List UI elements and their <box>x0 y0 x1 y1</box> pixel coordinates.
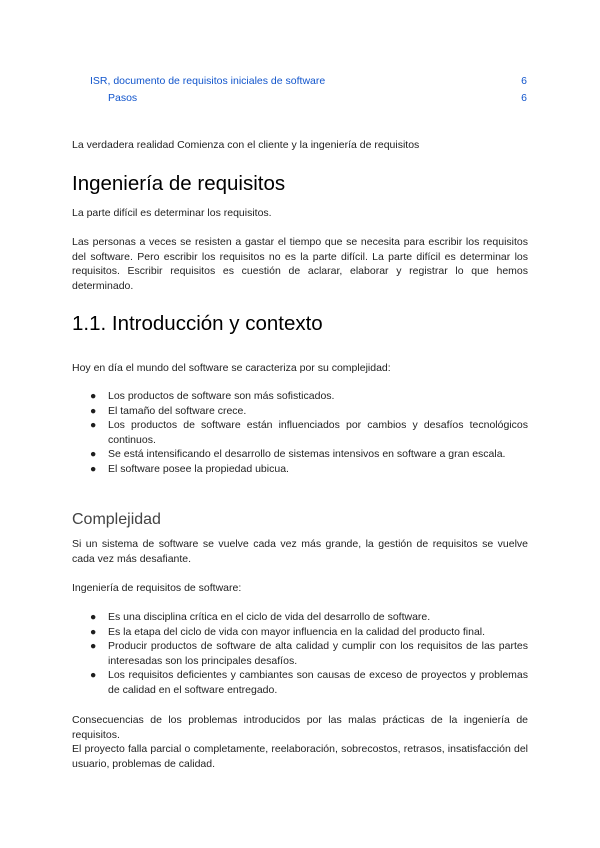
list-item <box>72 447 528 462</box>
consequences-paragraph: Consecuencias de los problemas introducidos por las malas prácticas de la ingeniería de requisitos. <box>72 714 528 741</box>
list-item <box>72 462 528 477</box>
list-item <box>72 610 528 625</box>
list-item-text: Es la etapa del ciclo de vida con mayor influencia en la calidad del producto final. <box>108 625 486 638</box>
bullet-icon: ● <box>90 669 97 682</box>
complexity-paragraph: Si un sistema de software se vuelve cada vez más grande, la gestión de requisitos se vuelve cada vez más desafiante. <box>72 538 528 565</box>
bullet-icon: ● <box>90 611 97 623</box>
section-lead: La parte difícil es determinar los requisitos. <box>72 207 272 219</box>
consequences-list: El proyecto falla parcial o completamente, reelaboración, sobrecostos, retrasos, insatisfacción del usuario, problemas de calidad. <box>72 743 528 770</box>
subsection-title: 1.1. Introducción y contexto <box>72 312 323 335</box>
intro-line: La verdadera realidad Comienza con el cliente y la ingeniería de requisitos <box>72 139 420 151</box>
list-item <box>72 404 528 419</box>
list-item <box>72 418 528 447</box>
list-item <box>72 639 528 668</box>
list-item-text: Es una disciplina crítica en el ciclo de vida del desarrollo de software. <box>108 611 431 623</box>
list-item <box>72 389 528 404</box>
list-item-text: Los productos de software son más sofisticados. <box>108 390 335 402</box>
bullet-icon: ● <box>90 625 97 638</box>
ers-bullet-list <box>72 610 528 698</box>
list-item <box>72 625 528 640</box>
context-lead: Hoy en día el mundo del software se caracteriza por su complejidad: <box>72 362 391 374</box>
bullet-icon: ● <box>90 448 97 461</box>
toc-entry-title[interactable]: ISR, documento de requisitos iniciales de software <box>90 75 326 87</box>
bullet-icon: ● <box>90 404 97 417</box>
list-item-text: El tamaño del software crece. <box>108 404 247 417</box>
toc-entry-title[interactable]: Pasos <box>108 92 138 104</box>
context-bullet-list <box>72 389 528 477</box>
bullet-icon: ● <box>90 390 97 402</box>
section-paragraph: Las personas a veces se resisten a gastar el tiempo que se necesita para escribir los requisitos del software. Pero escribir los requisitos no es la parte difícil. La parte difícil es determinar los requisitos. Escribir requisitos es cuestión de aclarar, elaborar y registrar lo que hemos determinado. <box>72 236 528 292</box>
list-item-text: Se está intensificando el desarrollo de sistemas intensivos en software a gran escala. <box>108 448 506 461</box>
list-item <box>72 668 528 697</box>
bullet-icon: ● <box>90 462 97 475</box>
complexity-title: Complejidad <box>72 511 161 528</box>
toc-entry-page[interactable]: 6 <box>521 92 527 104</box>
toc-entry-page[interactable]: 6 <box>521 75 527 87</box>
list-item-text: El software posee la propiedad ubicua. <box>108 462 289 475</box>
list-item-text: Los productos de software están influenciados por cambios y desafíos tecnológicos continuos. <box>108 419 528 446</box>
bullet-icon: ● <box>90 640 97 653</box>
list-item-text: Los requisitos deficientes y cambiantes son causas de exceso de proyectos y problemas de calidad en el software entregado. <box>108 669 528 696</box>
bullet-icon: ● <box>90 419 97 432</box>
section-title: Ingeniería de requisitos <box>72 172 286 195</box>
ers-lead: Ingeniería de requisitos de software: <box>72 582 242 594</box>
list-item-text: Producir productos de software de alta calidad y cumplir con los requisitos de las partes interesadas son los principales desafíos. <box>108 640 528 667</box>
